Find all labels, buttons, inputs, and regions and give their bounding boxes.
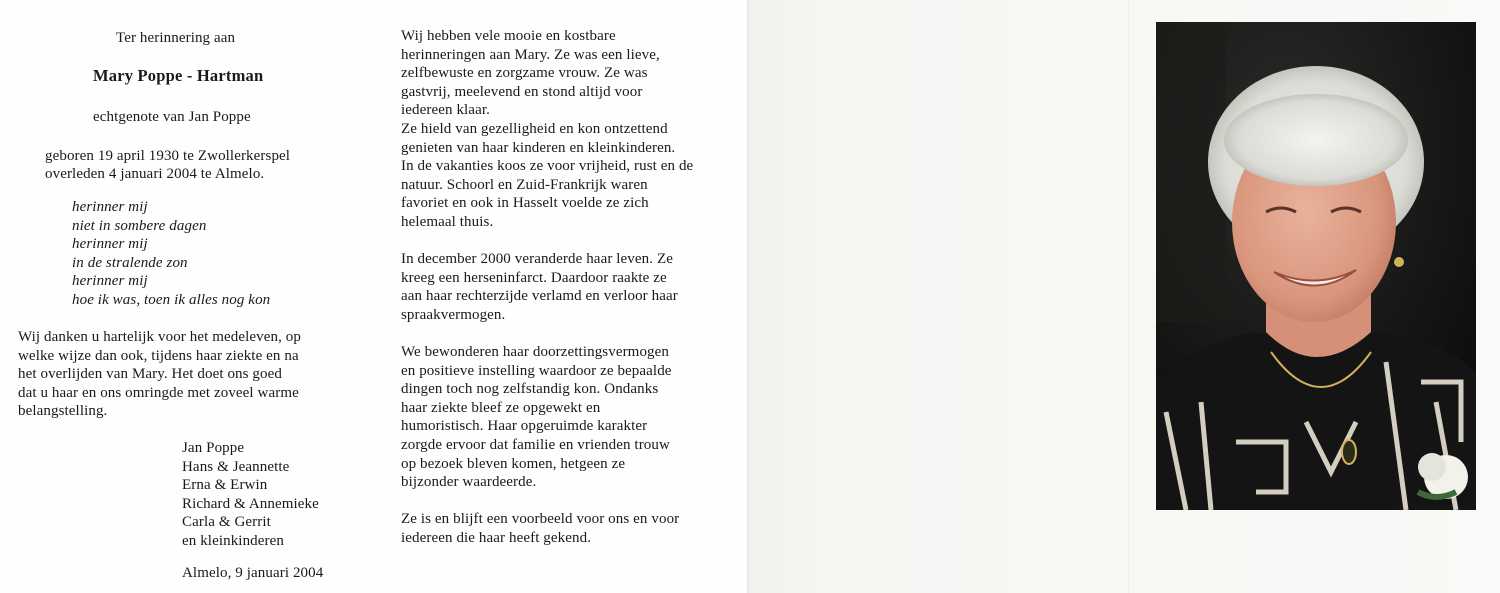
memory-paragraph-2 <box>401 250 678 324</box>
text-line: zelfbewuste en zorgzame vrouw. Ze was <box>401 65 648 82</box>
text-line: In de vakanties koos ze voor vrijheid, rust en de <box>401 158 694 175</box>
text-line: iedereen die haar heeft gekend. <box>401 529 592 546</box>
text-line: spraakvermogen. <box>401 306 506 323</box>
text-line: We bewonderen haar doorzettingsvermogen <box>401 344 670 360</box>
thanks-line: welke wijze dan ook, tijdens haar ziekte en na <box>18 347 299 364</box>
card-seam <box>1128 0 1129 593</box>
spouse-line: echtgenote van Jan Poppe <box>93 109 251 125</box>
thanks-line: het overlijden van Mary. Het doet ons goed <box>18 366 282 383</box>
text-line: Ze hield van gezelligheid en kon ontzettend <box>401 120 668 137</box>
text-line: gastvrij, meelevend en stond altijd voor <box>401 83 643 100</box>
portrait-photo <box>1156 22 1476 510</box>
text-line: genieten van haar kinderen en kleinkinderen. <box>401 139 676 156</box>
text-line: humoristisch. Haar opgeruimde karakter <box>401 418 648 435</box>
text-line: iedereen klaar. <box>401 102 490 119</box>
family-member: en kleinkinderen <box>182 532 284 549</box>
text-line: zorgde ervoor dat familie en vrienden trouw <box>401 436 670 453</box>
memory-paragraph-1 <box>401 27 693 232</box>
text-line: op bezoek bleven komen, hetgeen ze <box>401 455 626 472</box>
text-line: aan haar rechterzijde verlamd en verloor haar <box>401 288 678 305</box>
text-line: bijzonder waardeerde. <box>401 474 537 491</box>
poem-line: niet in sombere dagen <box>72 217 207 234</box>
intro-text: Ter herinnering aan <box>116 30 236 46</box>
family-member: Erna & Erwin <box>182 477 268 494</box>
family-member: Richard & Annemieke <box>182 495 319 512</box>
place-date: Almelo, 9 januari 2004 <box>182 565 324 581</box>
memory-paragraph-3 <box>401 343 672 492</box>
text-line: favoriet en ook in Hasselt voelde ze zich <box>401 195 649 212</box>
poem-line: hoe ik was, toen ik alles nog kon <box>72 291 271 308</box>
text-line: dingen toch nog zelfstandig kon. Ondanks <box>401 381 659 398</box>
text-line: natuur. Schoorl en Zuid-Frankrijk waren <box>401 176 648 193</box>
poem <box>72 198 270 310</box>
thanks-line: dat u haar en ons omringde met zoveel warme <box>18 384 299 401</box>
thanks-line: Wij danken u hartelijk voor het medeleven, op <box>18 329 301 345</box>
death-line: overleden 4 januari 2004 te Almelo. <box>45 166 265 182</box>
birth-line: geboren 19 april 1930 te Zwollerkerspel <box>45 148 291 164</box>
text-line: kreeg een herseninfarct. Daardoor raakte ze <box>401 269 667 286</box>
thanks-line: belangstelling. <box>18 403 108 420</box>
text-line: herinneringen aan Mary. Ze was een lieve, <box>401 46 660 63</box>
poem-line: in de stralende zon <box>72 254 188 271</box>
text-line: en positieve instelling waardoor ze bepaalde <box>401 362 672 379</box>
poem-line: herinner mij <box>72 199 148 215</box>
card-fold <box>747 0 749 593</box>
text-line: Wij hebben vele mooie en kostbare <box>401 28 616 44</box>
family-member: Hans & Jeannette <box>182 458 290 475</box>
text-line: helemaal thuis. <box>401 213 494 230</box>
text-line: Ze is en blijft een voorbeeld voor ons en voor <box>401 511 680 527</box>
thanks-paragraph <box>18 328 301 421</box>
family-list <box>182 439 319 551</box>
poem-line: herinner mij <box>72 273 148 290</box>
text-line: haar ziekte bleef ze opgewekt en <box>401 399 601 416</box>
memory-paragraph-4 <box>401 510 679 547</box>
deceased-name: Mary Poppe - Hartman <box>93 66 264 85</box>
family-member: Carla & Gerrit <box>182 514 271 531</box>
poem-line: herinner mij <box>72 236 148 253</box>
text-line: In december 2000 veranderde haar leven. Ze <box>401 251 673 267</box>
family-member: Jan Poppe <box>182 440 245 456</box>
